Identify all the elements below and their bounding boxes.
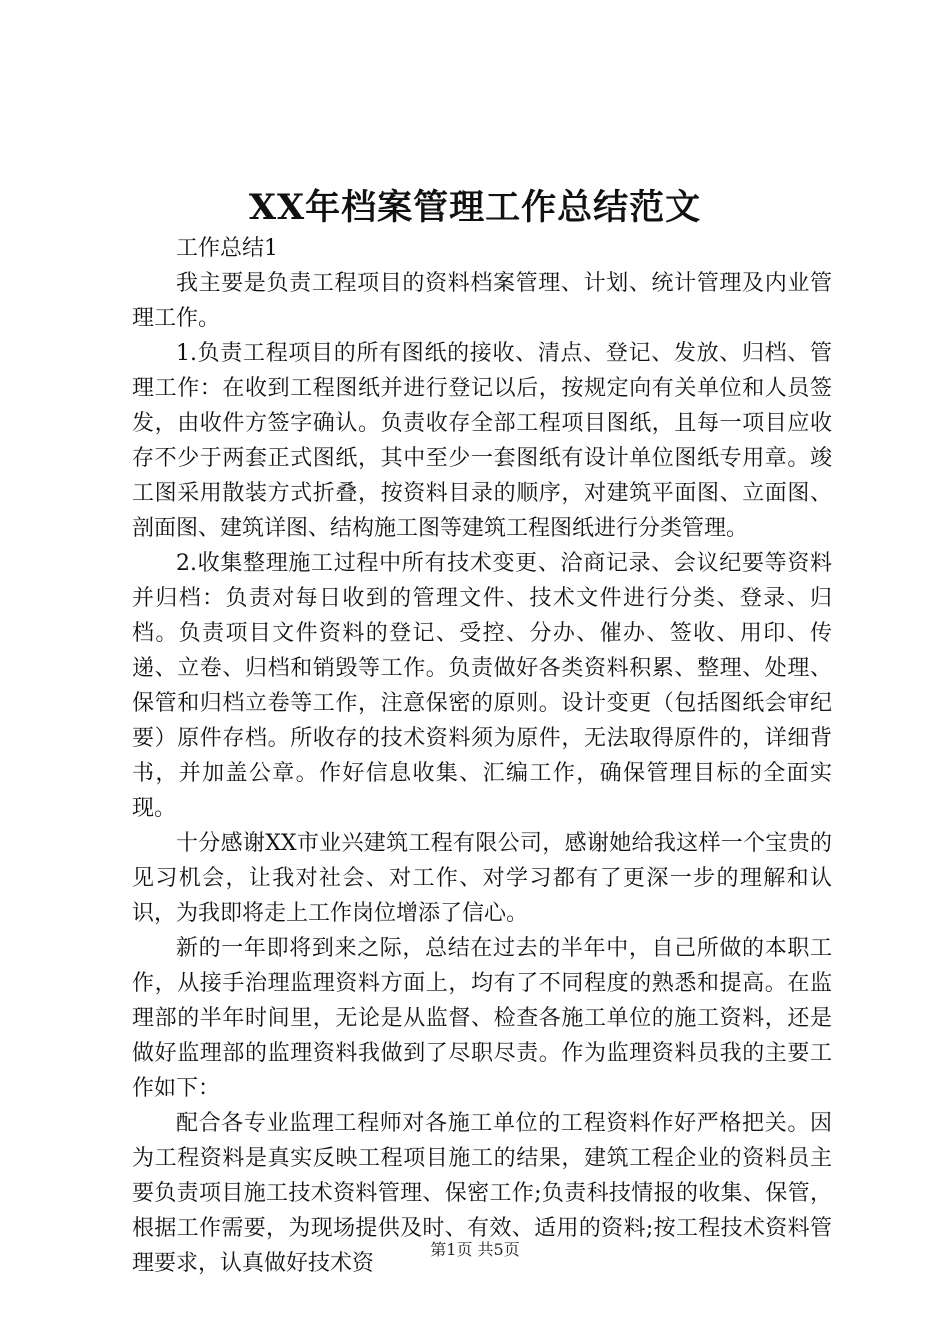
document-body (132, 231, 832, 1281)
paragraph-duties: 配合各专业监理工程师对各施工单位的工程资料作好严格把关。因为工程资料是真实反映工程项目施工的结果，建筑工程企业的资料员主要负责项目施工技术资料管理、保密工作;负责科技情报的收集、保管，根据工作需要，为现场提供及时、有效、适用的资料;按工程技术资料管理要求，认真做好技术资 (132, 1111, 832, 1276)
section-heading: 工作总结1 (176, 236, 278, 261)
paragraph-technical-records: 2.收集整理施工过程中所有技术变更、洽商记录、会议纪要等资料并归档：负责对每日收到的管理文件、技术文件进行分类、登录、归档。负责项目文件资料的登记、受控、分办、催办、签收、用印、传递、立卷、归档和销毁等工作。负责做好各类资料积累、整理、处理、保管和归档立卷等工作，注意保密的原则。设计变更（包括图纸会审纪要）原件存档。所收存的技术资料须为原件，无法取得原件的，详细背书，并加盖公章。作好信息收集、汇编工作，确保管理目标的全面实现。 (132, 551, 832, 821)
page-number: 第1页 共5页 (430, 1240, 520, 1259)
paragraph-new-year-summary: 新的一年即将到来之际，总结在过去的半年中，自己所做的本职工作，从接手治理监理资料方面上，均有了不同程度的熟悉和提高。在监理部的半年时间里，无论是从监督、检查各施工单位的施工资料，还是做好监理部的监理资料我做到了尽职尽责。作为监理资料员我的主要工作如下： (132, 936, 832, 1101)
paragraph-intro: 我主要是负责工程项目的资料档案管理、计划、统计管理及内业管理工作。 (132, 271, 832, 331)
paragraph-thanks: 十分感谢XX市业兴建筑工程有限公司，感谢她给我这样一个宝贵的见习机会，让我对社会、对工作、对学习都有了更深一步的理解和认识，为我即将走上工作岗位增添了信心。 (132, 831, 832, 926)
paragraph-drawings: 1.负责工程项目的所有图纸的接收、清点、登记、发放、归档、管理工作：在收到工程图纸并进行登记以后，按规定向有关单位和人员签发，由收件方签字确认。负责收存全部工程项目图纸，且每一项目应收存不少于两套正式图纸，其中至少一套图纸有设计单位图纸专用章。竣工图采用散装方式折叠，按资料目录的顺序，对建筑平面图、立面图、剖面图、建筑详图、结构施工图等建筑工程图纸进行分类管理。 (132, 341, 832, 541)
document-title: XX年档案管理工作总结范文 (248, 187, 702, 228)
